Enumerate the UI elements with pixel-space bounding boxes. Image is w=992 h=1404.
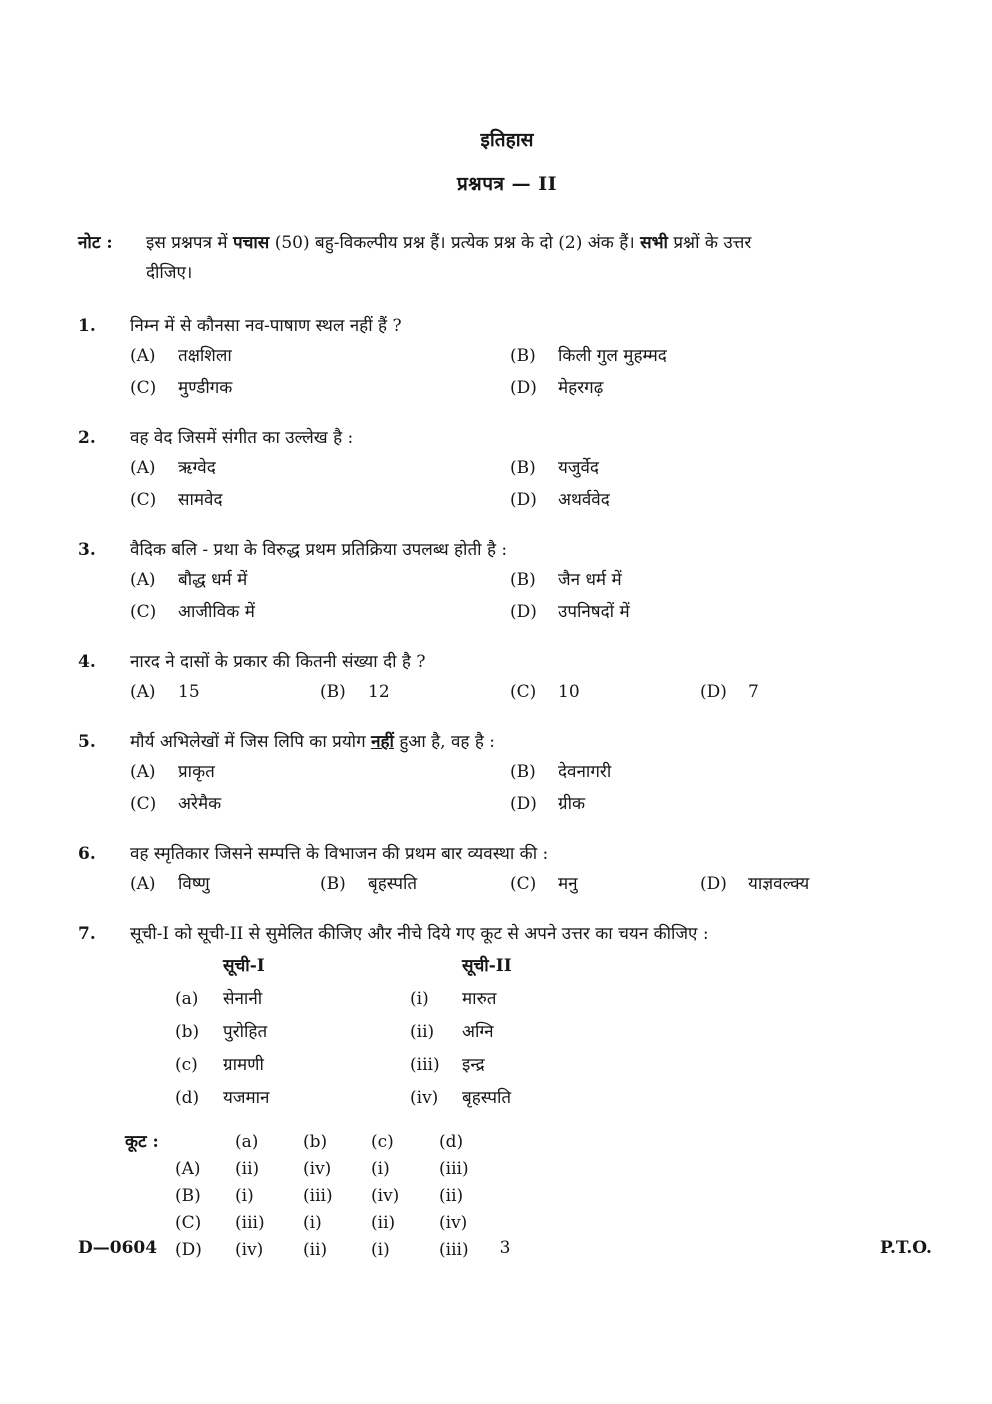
option-text: सामवेद (178, 490, 223, 510)
option-text: मेहरगढ़ (558, 378, 604, 398)
code-value: (ii) (439, 1186, 464, 1206)
option-label: (D) (510, 794, 537, 814)
question-5 (78, 730, 936, 816)
option-text: जैन धर्म में (558, 570, 622, 590)
option-text: उपनिषदों में (558, 602, 630, 622)
option-text: बौद्ध धर्म में (178, 570, 248, 590)
note-line2: दीजिए। (146, 263, 193, 283)
option-label: (B) (510, 762, 536, 782)
code-value: (iv) (235, 1240, 264, 1260)
question-4 (78, 650, 936, 704)
q5-option-b (510, 760, 936, 784)
question-text: वह स्मृतिकार जिसने सम्पत्ति के विभाजन की प्रथम बार व्यवस्था की : (130, 844, 549, 864)
code-value: (ii) (371, 1213, 396, 1233)
match-item-text: इन्द्र (462, 1055, 485, 1075)
option-text: अरेमैक (178, 794, 222, 814)
match-list1-header: सूची-I (223, 956, 265, 976)
option-label: (C) (130, 378, 157, 398)
option-label: (D) (510, 602, 537, 622)
option-text: 7 (748, 682, 759, 702)
option-text: मनु (558, 874, 578, 894)
question-number: 3. (78, 540, 96, 560)
question-text: नारद ने दासों के प्रकार की कितनी संख्या दी है ? (130, 652, 426, 672)
code-value: (iii) (303, 1186, 333, 1206)
q5-option-a (130, 760, 510, 784)
question-text: निम्न में से कौनसा नव-पाषाण स्थल नहीं हैं ? (130, 316, 402, 336)
match-item-text: यजमान (223, 1088, 270, 1108)
option-text: यजुर्वेद (558, 458, 599, 478)
code-label: कूट : (125, 1132, 159, 1152)
match-item-label: (a) (175, 989, 199, 1009)
question-number: 4. (78, 652, 96, 672)
match-item-label: (c) (175, 1055, 198, 1075)
match-item-label: (i) (410, 989, 429, 1009)
q5-option-d (510, 792, 936, 816)
code-row-label: (A) (175, 1159, 201, 1179)
note-text (146, 228, 751, 288)
question-text-underlined: नहीं (371, 732, 394, 752)
q1-option-a (130, 344, 510, 368)
note-seg: (50) बहु-विकल्पीय प्रश्न हैं। प्रत्येक प्रश्न के दो (2) अंक हैं। (269, 233, 641, 253)
match-item-label: (iii) (410, 1055, 440, 1075)
footer-pto: P.T.O. (879, 1238, 932, 1258)
question-text: सूची-I को सूची-II से सुमेलित कीजिए और नीचे दिये गए कूट से अपने उत्तर का चयन कीजिए : (130, 924, 709, 944)
q6-option-c (510, 872, 700, 896)
option-text: 12 (368, 682, 390, 702)
q4-option-d (700, 680, 936, 704)
question-text-pre: मौर्य अभिलेखों में जिस लिपि का प्रयोग (130, 732, 372, 752)
subject-title: इतिहास (480, 129, 534, 151)
code-col-header: (c) (371, 1132, 394, 1152)
option-label: (D) (700, 874, 727, 894)
q5-option-c (130, 792, 510, 816)
match-item-text: बृहस्पति (462, 1088, 512, 1108)
q3-option-b (510, 568, 936, 592)
question-text (130, 730, 495, 754)
option-text: ऋग्वेद (178, 458, 216, 478)
option-label: (B) (320, 682, 346, 702)
note-seg-bold: पचास (232, 233, 270, 253)
match-item-text: अग्नि (462, 1022, 494, 1042)
match-lists (175, 954, 936, 1110)
option-text: तक्षशिला (178, 346, 232, 366)
question-text: वैदिक बलि - प्रथा के विरुद्ध प्रथम प्रतिक्रिया उपलब्ध होती है : (130, 540, 508, 560)
option-label: (A) (130, 762, 156, 782)
question-number: 1. (78, 316, 96, 336)
code-row-b (125, 1184, 936, 1208)
option-text: 15 (178, 682, 200, 702)
code-value: (ii) (235, 1159, 260, 1179)
q1-option-b (510, 344, 936, 368)
footer-paper-code: D—0604 (78, 1238, 158, 1258)
q6-option-a (130, 872, 320, 896)
option-text: विष्णु (178, 874, 210, 894)
code-value: (i) (303, 1213, 322, 1233)
question-2 (78, 426, 936, 512)
option-text: 10 (558, 682, 580, 702)
q3-option-a (130, 568, 510, 592)
code-value: (iv) (439, 1213, 468, 1233)
code-row-label: (D) (175, 1240, 202, 1260)
question-text-post: हुआ है, वह है : (393, 732, 496, 752)
q4-option-c (510, 680, 700, 704)
code-col-header: (a) (235, 1132, 259, 1152)
code-row-a (125, 1157, 936, 1181)
question-6 (78, 842, 936, 896)
q2-option-c (130, 488, 510, 512)
q3-option-c (130, 600, 510, 624)
option-label: (A) (130, 458, 156, 478)
option-label: (A) (130, 346, 156, 366)
match-item-text: मारुत (462, 989, 497, 1009)
match-item-label: (iv) (410, 1088, 439, 1108)
note-seg-bold: सभी (640, 233, 668, 253)
code-value: (iv) (371, 1186, 400, 1206)
option-text: याज्ञवल्क्य (748, 874, 810, 894)
option-text: अथर्ववेद (558, 490, 610, 510)
question-1 (78, 314, 936, 400)
code-value: (i) (371, 1159, 390, 1179)
code-col-header: (d) (439, 1132, 464, 1152)
match-item-text: पुरोहित (223, 1022, 268, 1042)
match-item-label: (b) (175, 1022, 200, 1042)
question-number: 5. (78, 732, 96, 752)
code-col-header: (b) (303, 1132, 328, 1152)
q1-option-d (510, 376, 936, 400)
code-value: (iii) (439, 1159, 469, 1179)
option-text: प्राकृत (178, 762, 215, 782)
page-header (78, 0, 936, 196)
question-3 (78, 538, 936, 624)
question-text: वह वेद जिसमें संगीत का उल्लेख है : (130, 428, 354, 448)
option-label: (C) (130, 490, 157, 510)
code-row-label: (C) (175, 1213, 202, 1233)
question-number: 2. (78, 428, 96, 448)
q4-option-b (320, 680, 510, 704)
code-value: (ii) (303, 1240, 328, 1260)
question-number: 7. (78, 924, 96, 944)
option-label: (B) (510, 570, 536, 590)
note-seg: इस प्रश्नपत्र में (146, 233, 233, 253)
question-7 (78, 922, 936, 1262)
code-header-row (125, 1130, 936, 1154)
code-value: (iii) (235, 1213, 265, 1233)
code-value: (iv) (303, 1159, 332, 1179)
paper-title: प्रश्नपत्र — II (456, 173, 558, 195)
q6-option-b (320, 872, 510, 896)
option-label: (D) (510, 378, 537, 398)
option-label: (C) (130, 602, 157, 622)
option-label: (A) (130, 570, 156, 590)
q1-option-c (130, 376, 510, 400)
option-label: (A) (130, 874, 156, 894)
option-label: (A) (130, 682, 156, 702)
option-text: किली गुल मुहम्मद (558, 346, 667, 366)
option-label: (C) (130, 794, 157, 814)
note-seg: प्रश्नों के उत्तर (667, 233, 752, 253)
q2-option-b (510, 456, 936, 480)
code-value: (i) (235, 1186, 254, 1206)
note-label: नोट : (78, 233, 113, 253)
option-label: (D) (510, 490, 537, 510)
code-row-c (125, 1211, 936, 1235)
code-value: (iii) (439, 1240, 469, 1260)
option-label: (C) (510, 682, 537, 702)
note-block (78, 228, 936, 288)
option-text: ग्रीक (558, 794, 586, 814)
option-label: (B) (510, 346, 536, 366)
page-footer (78, 1236, 932, 1260)
match-item-text: ग्रामणी (223, 1055, 264, 1075)
q2-option-a (130, 456, 510, 480)
q6-option-d (700, 872, 936, 896)
option-text: बृहस्पति (368, 874, 418, 894)
q3-option-d (510, 600, 936, 624)
code-value: (i) (371, 1240, 390, 1260)
option-text: आजीविक में (178, 602, 255, 622)
option-text: देवनागरी (558, 762, 612, 782)
option-label: (D) (700, 682, 727, 702)
q4-option-a (130, 680, 320, 704)
match-item-label: (d) (175, 1088, 200, 1108)
question-number: 6. (78, 844, 96, 864)
option-text: मुण्डीगक (178, 378, 233, 398)
match-list2-header: सूची-II (462, 956, 512, 976)
match-item-label: (ii) (410, 1022, 435, 1042)
option-label: (B) (320, 874, 346, 894)
code-row-label: (B) (175, 1186, 201, 1206)
option-label: (B) (510, 458, 536, 478)
match-item-text: सेनानी (223, 989, 263, 1009)
footer-page-number: 3 (499, 1238, 511, 1258)
q2-option-d (510, 488, 936, 512)
option-label: (C) (510, 874, 537, 894)
